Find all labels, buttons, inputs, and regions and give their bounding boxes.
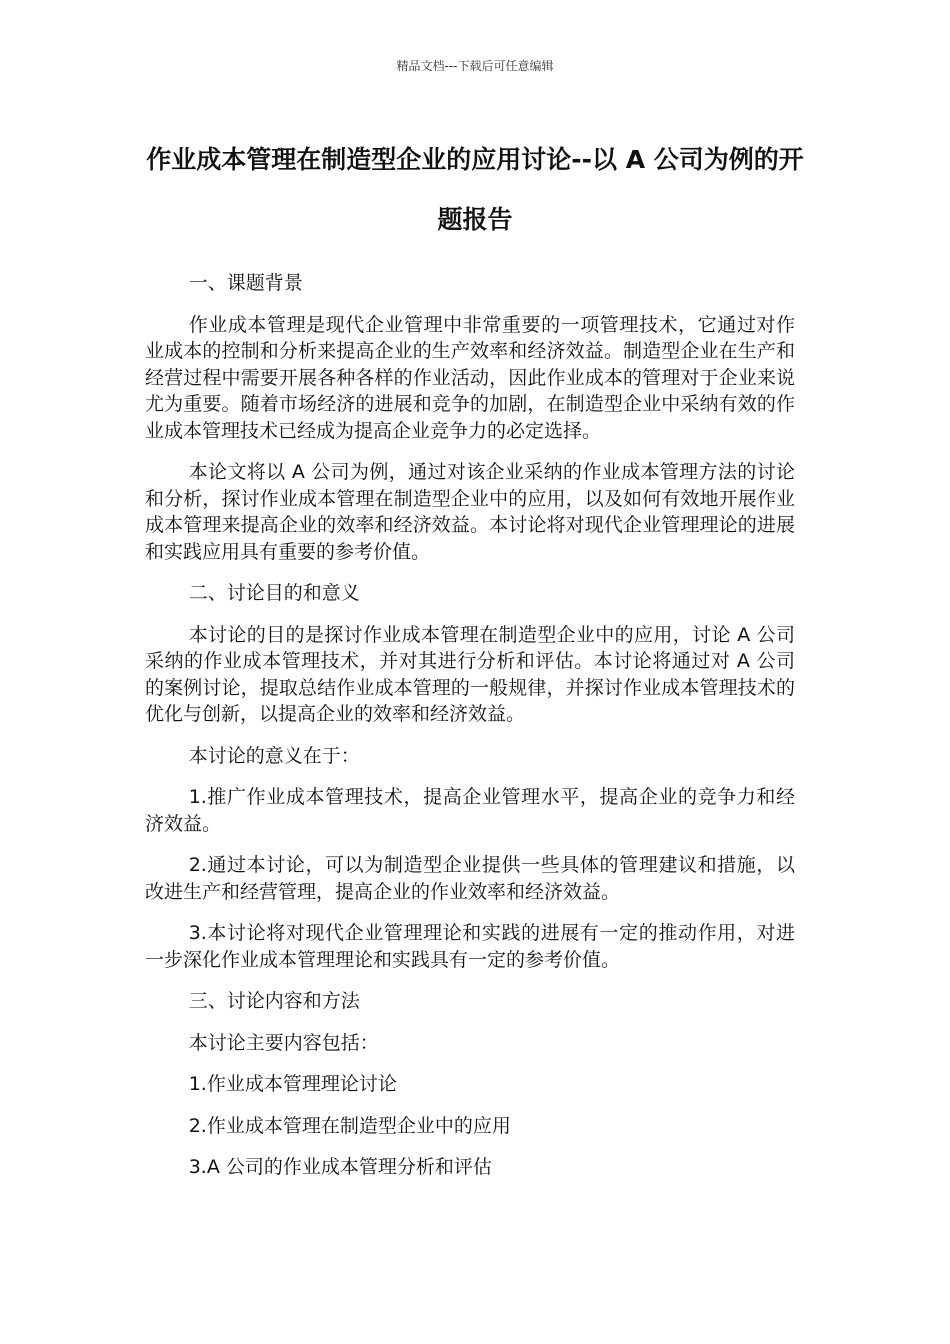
document-title: 作业成本管理在制造型企业的应用讨论--以 A 公司为例的开题报告 [146, 145, 804, 234]
paragraph-significance-intro: 本讨论的意义在于： [188, 744, 360, 767]
document-body [145, 270, 795, 1196]
section-heading-background: 一、课题背景 [188, 272, 303, 294]
list-item-content-2: 2.作业成本管理在制造型企业中的应用 [188, 1114, 511, 1137]
paragraph-content-intro: 本讨论主要内容包括： [188, 1031, 379, 1054]
section-heading-content-method: 三、讨论内容和方法 [188, 990, 360, 1012]
section-heading-purpose: 二、讨论目的和意义 [188, 582, 360, 604]
list-item-significance-2: 2.通过本讨论，可以为制造型企业提供一些具体的管理建议和措施，以改进生产和经营管理，提高企业的作业效率和经济效益。 [145, 854, 795, 903]
list-item-significance-1: 1.推广作业成本管理技术，提高企业管理水平，提高企业的竞争力和经济效益。 [145, 786, 795, 835]
paragraph-purpose: 本讨论的目的是探讨作业成本管理在制造型企业中的应用，讨论 A 公司采纳的作业成本管理技术，并对其进行分析和评估。本讨论将通过对 A 公司的案例讨论，提取总结作业成本管理的一般规律，并探讨作业成本管理技术的优化与创新，以提高企业的效率和经济效益。 [145, 623, 795, 725]
paragraph-background-2: 本论文将以 A 公司为例，通过对该企业采纳的作业成本管理方法的讨论和分析，探讨作业成本管理在制造型企业中的应用，以及如何有效地开展作业成本管理来提高企业的效率和经济效益。本讨论将对现代企业管理理论的进展和实践应用具有重要的参考价值。 [145, 461, 795, 563]
header-note: 精品文档---下载后可任意编辑 [396, 59, 554, 73]
list-item-significance-3: 3.本讨论将对现代企业管理理论和实践的进展有一定的推动作用，对进一步深化作业成本管理理论和实践具有一定的参考价值。 [145, 922, 795, 971]
list-item-content-3: 3.A 公司的作业成本管理分析和评估 [188, 1156, 492, 1178]
list-item-content-1: 1.作业成本管理理论讨论 [188, 1073, 397, 1095]
paragraph-background-1: 作业成本管理是现代企业管理中非常重要的一项管理技术，它通过对作业成本的控制和分析来提高企业的生产效率和经济效益。制造型企业在生产和经营过程中需要开展各种各样的作业活动，因此作业成本的管理对于企业来说尤为重要。随着市场经济的进展和竞争的加剧，在制造型企业中采纳有效的作业成本管理技术已经成为提高企业竞争力的必定选择。 [145, 313, 795, 442]
